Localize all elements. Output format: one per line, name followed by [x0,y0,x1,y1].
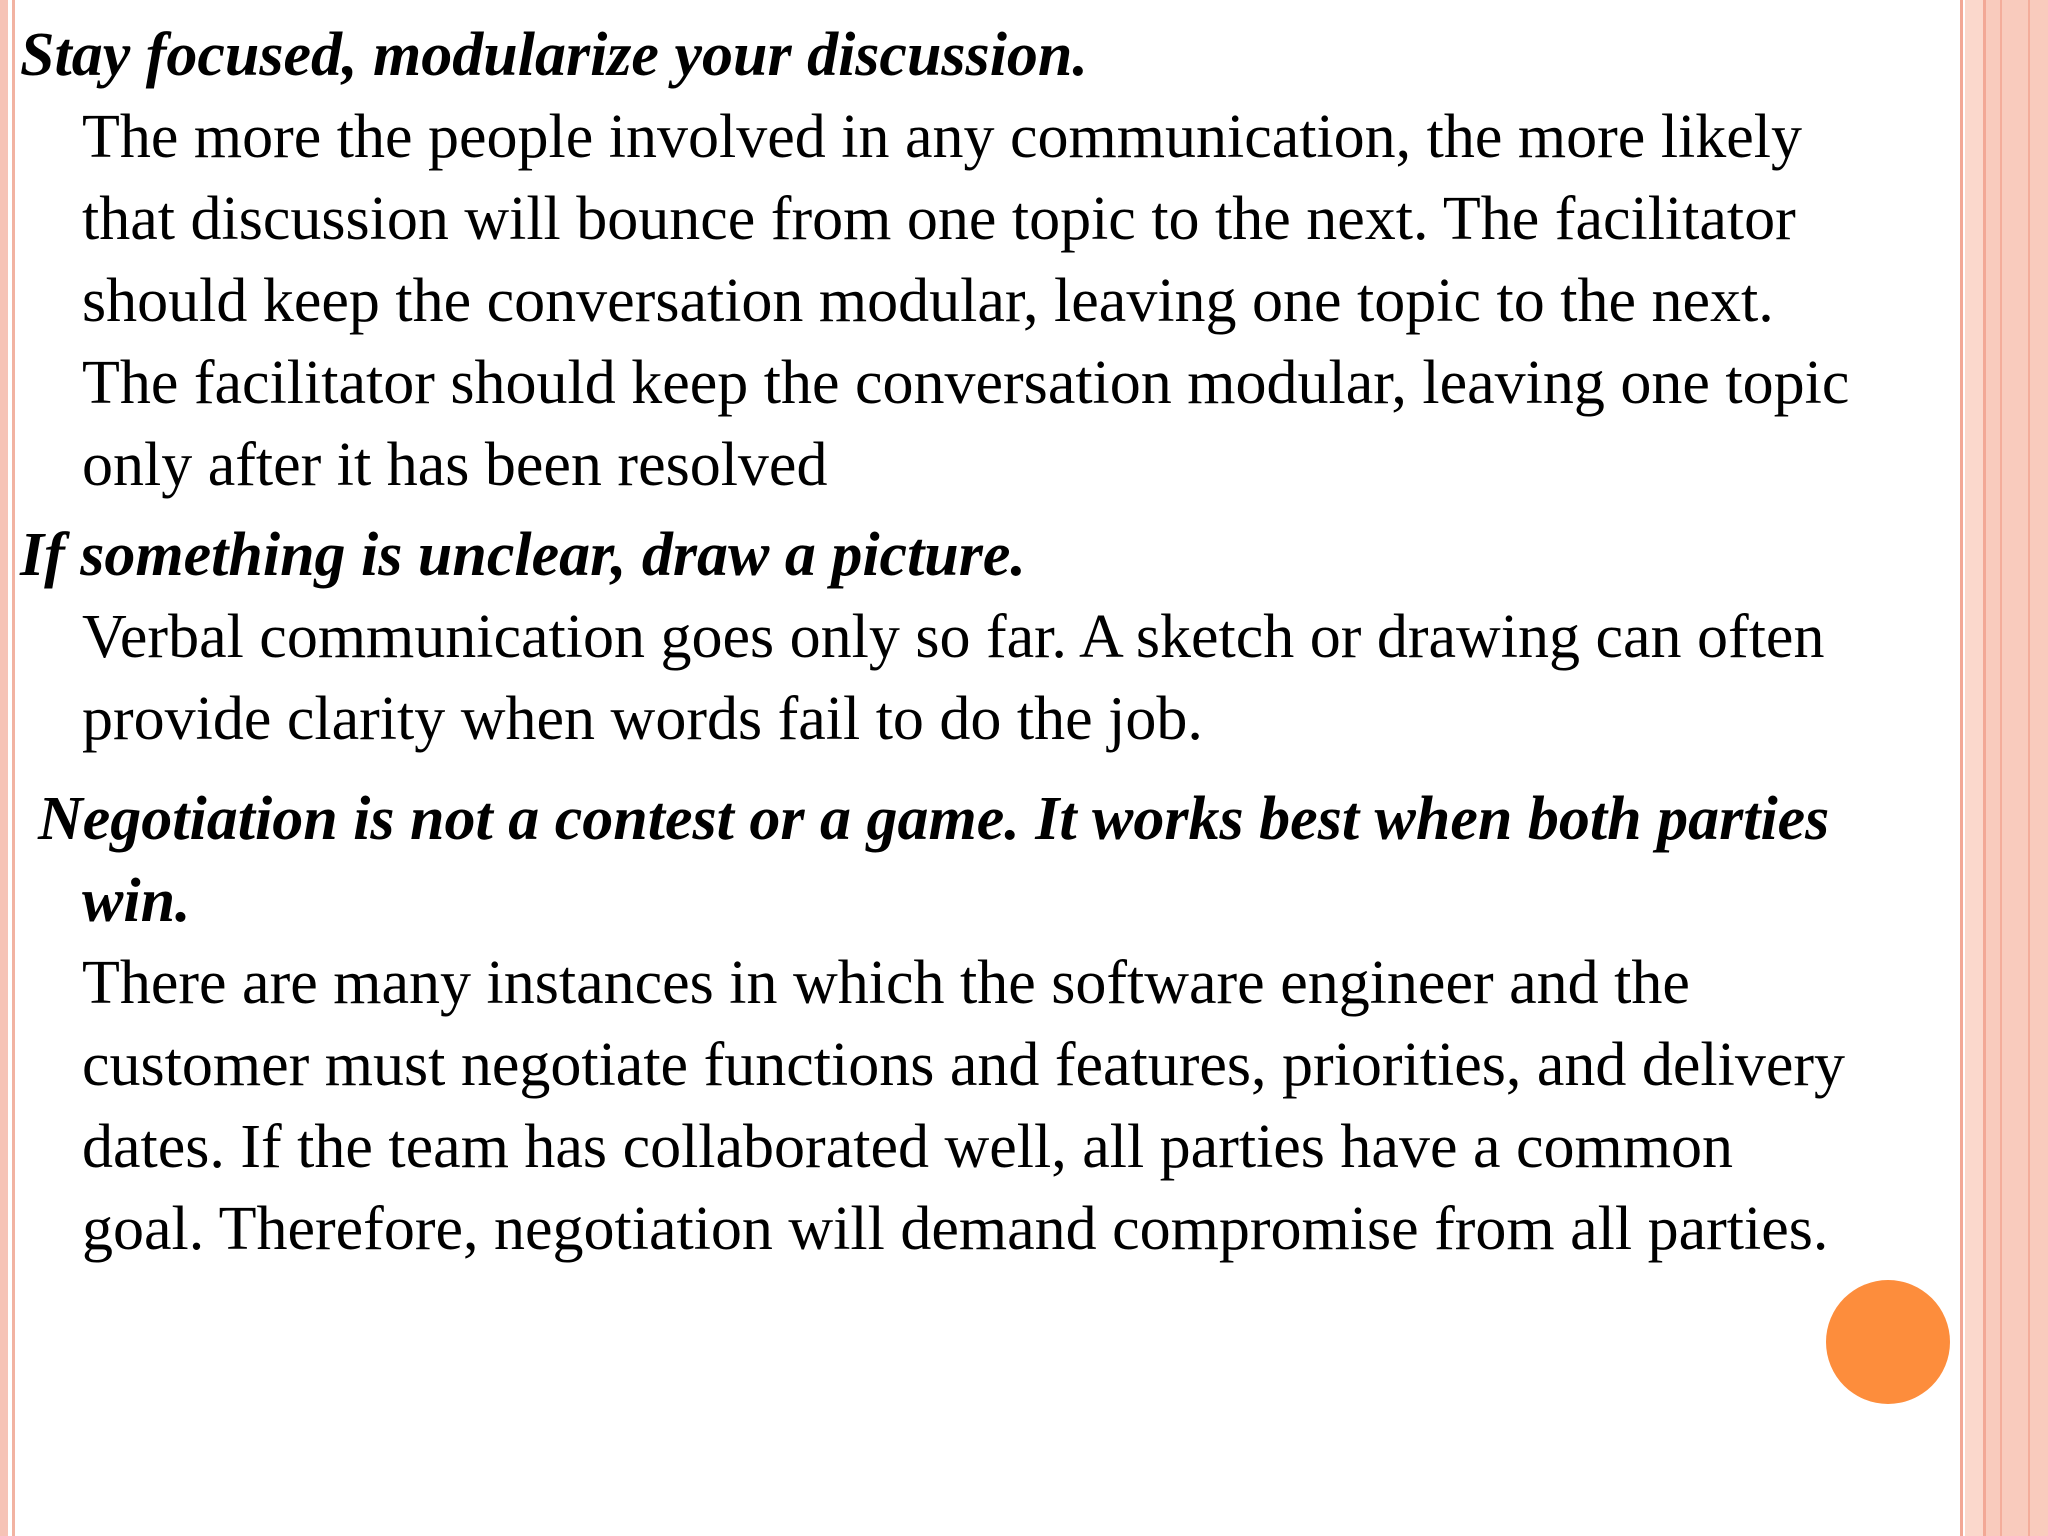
body-line: provide clarity when words fail to do the job. [82,685,1203,753]
body-line: The more the people involved in any communication, the more likely [82,103,1803,171]
section-heading: Stay focused, modularize your discussion. [20,21,1088,89]
body-line: Verbal communication goes only so far. A sketch or drawing can often [82,603,1825,671]
body-line: There are many instances in which the software engineer and the [82,949,1690,1017]
section-heading: If something is unclear, draw a picture. [20,521,1026,589]
body-line: The facilitator should keep the conversation modular, leaving one topic [82,349,1850,417]
body-line: customer must negotiate functions and features, priorities, and delivery [82,1031,1846,1099]
slide-content [0,14,2048,1270]
body-line: that discussion will bounce from one topic to the next. The facilitator [82,185,1796,253]
body-line: only after it has been resolved [82,431,828,499]
body-line: should keep the conversation modular, leaving one topic to the next. [82,267,1774,335]
section-heading: Negotiation is not a contest or a game. It works best when both parties [38,785,1830,853]
accent-circle [1826,1280,1950,1404]
section-heading-continued: win. [82,867,191,935]
body-line: dates. If the team has collaborated well, all parties have a common [82,1113,1733,1181]
body-line: goal. Therefore, negotiation will demand compromise from all parties. [82,1195,1829,1263]
